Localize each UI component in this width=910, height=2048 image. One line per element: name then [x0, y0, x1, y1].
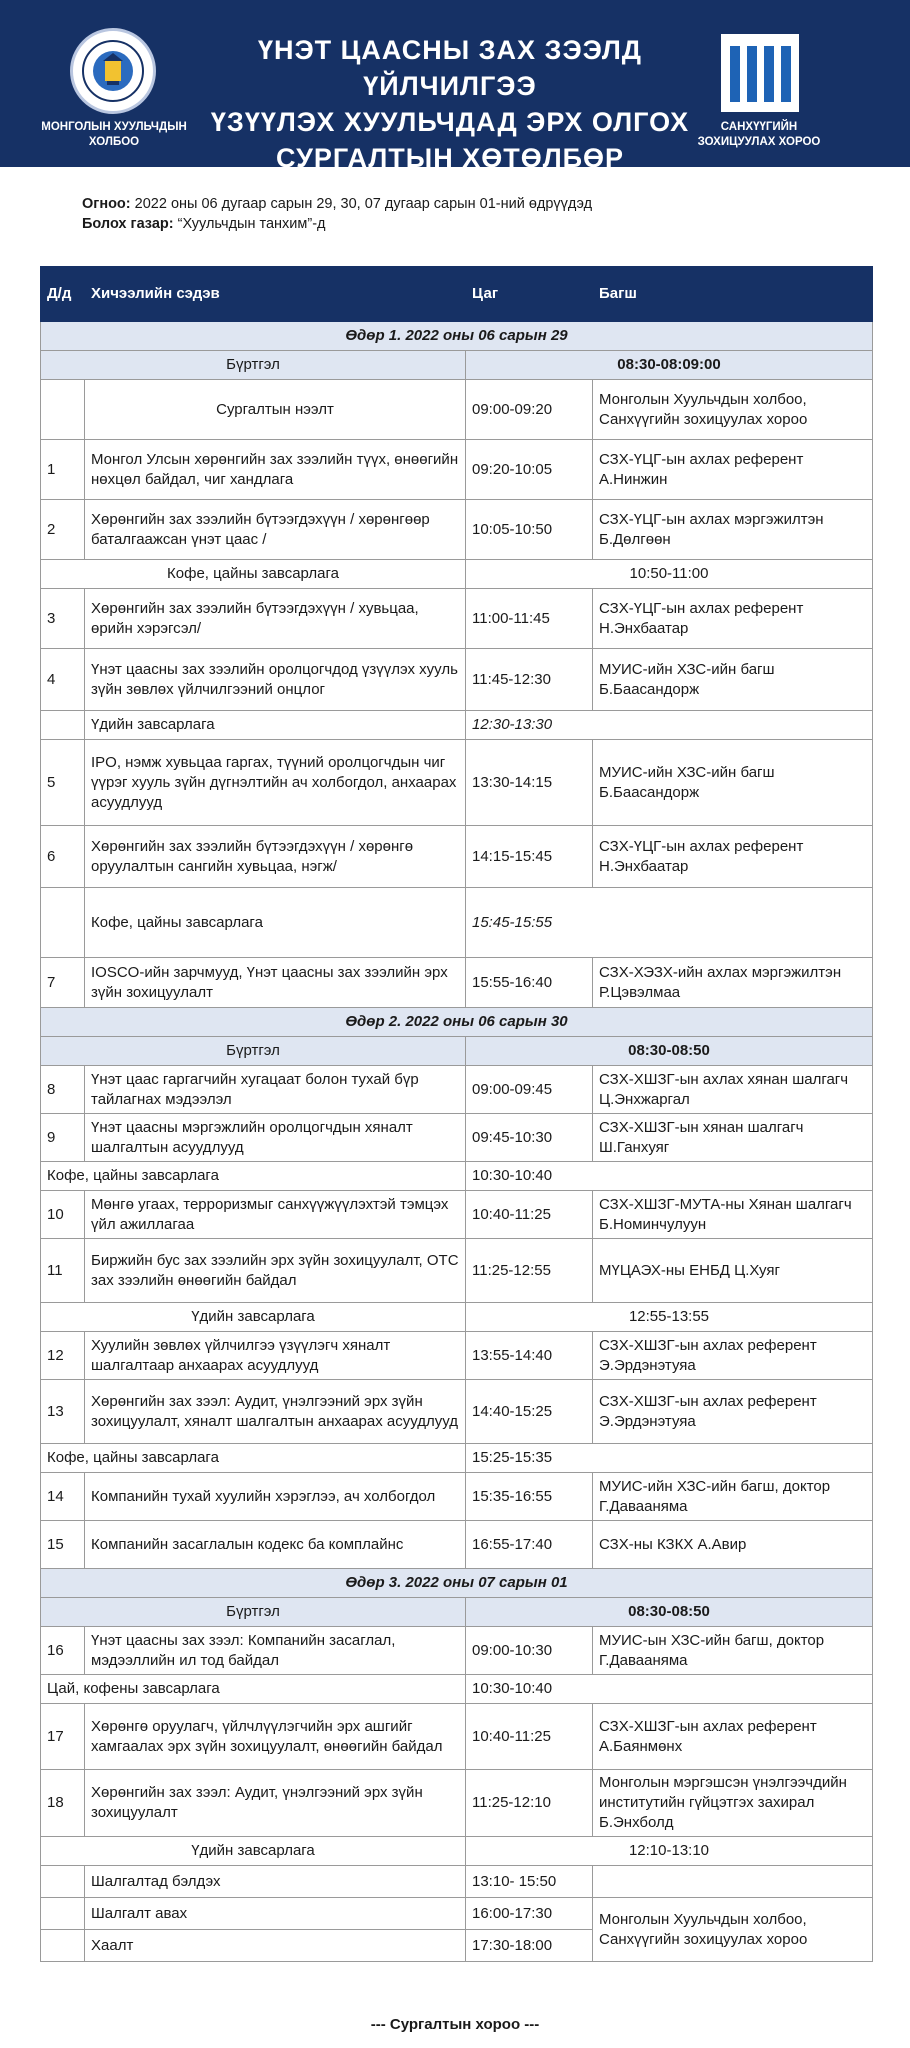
- table-header-row: [41, 267, 873, 322]
- frc-bars-icon: [721, 34, 799, 112]
- session-topic: Сургалтын нээлт: [85, 380, 466, 440]
- break-number: [41, 888, 85, 958]
- session-number: 1: [41, 440, 85, 500]
- session-topic: Хөрөнгийн зах зээлийн бүтээгдэхүүн / хөрөнгө оруулалтын сангийн хувьцаа, нэгж/: [85, 826, 466, 888]
- session-topic: Хөрөнгийн зах зээл: Аудит, үнэлгээний эрх зүйн зохицуулалт, хяналт шалгалтын анхаарах асуудлууд: [85, 1380, 466, 1444]
- break-time: 12:30-13:30: [466, 711, 873, 740]
- exam-row: [41, 1866, 873, 1898]
- break-label: Цай, кофены завсарлага: [41, 1675, 466, 1704]
- session-topic: Үнэт цаасны зах зээлийн оролцогчдод үзүүлэх хууль зүйн зөвлөх үйлчилгээний онцлог: [85, 649, 466, 711]
- session-row: [41, 1380, 873, 1444]
- session-time: 13:55-14:40: [466, 1332, 593, 1380]
- session-time: 14:15-15:45: [466, 826, 593, 888]
- session-teacher: СЗХ-ХШЗГ-МУТА-ны Хянан шалгагч Б.Номинчулуун: [593, 1191, 873, 1239]
- session-teacher: СЗХ-ХШЗГ-ын ахлах референт А.Баянмөнх: [593, 1704, 873, 1770]
- title-line: СУРГАЛТЫН ХӨТӨЛБӨР: [275, 143, 625, 173]
- meta-place-label: Болох газар:: [82, 216, 174, 232]
- meta-date: [82, 194, 592, 214]
- exam-topic: Шалгалтад бэлдэх: [85, 1866, 466, 1898]
- session-row: [41, 958, 873, 1008]
- session-topic: Монгол Улсын хөрөнгийн зах зээлийн түүх, өнөөгийн нөхцөл байдал, чиг хандлага: [85, 440, 466, 500]
- session-number: 3: [41, 589, 85, 649]
- day-title: Өдөр 1. 2022 оны 06 сарын 29: [41, 322, 873, 351]
- meta-date-label: Огноо:: [82, 196, 131, 212]
- session-topic: IOSCO-ийн зарчмууд, Үнэт цаасны зах зээлийн эрх зүйн зохицуулалт: [85, 958, 466, 1008]
- session-row: [41, 649, 873, 711]
- session-topic: IPO, нэмж хувьцаа гаргах, түүний оролцогчдын чиг үүрэг хууль зүйн дүгнэлтийн ач холбогдол, анхаарах асуудлууд: [85, 740, 466, 826]
- session-teacher: МУИС-ын ХЗС-ийн багш, доктор Г.Даваанямa: [593, 1627, 873, 1675]
- session-number: 15: [41, 1521, 85, 1569]
- registration-label: Бүртгэл: [41, 1037, 466, 1066]
- session-number: 8: [41, 1066, 85, 1114]
- break-row: [41, 1444, 873, 1473]
- session-teacher: СЗХ-ҮЦГ-ын ахлах мэргэжилтэн Б.Дөлгөөн: [593, 500, 873, 560]
- session-time: 09:00-09:20: [466, 380, 593, 440]
- session-row: [41, 589, 873, 649]
- session-time: 14:40-15:25: [466, 1380, 593, 1444]
- session-teacher: СЗХ-ХШЗГ-ын ахлах референт Э.Эрдэнэтуяа: [593, 1380, 873, 1444]
- session-time: 09:00-09:45: [466, 1066, 593, 1114]
- break-label: Кофе, цайны завсарлага: [41, 1162, 466, 1191]
- break-label: Кофе, цайны завсарлага: [85, 888, 466, 958]
- meta-date-value: 2022 оны 06 дугаар сарын 29, 30, 07 дугаар сарын 01-ний өдрүүдэд: [134, 196, 593, 212]
- exam-number: [41, 1898, 85, 1930]
- session-row: [41, 1066, 873, 1114]
- break-number: [41, 711, 85, 740]
- session-time: 15:55-16:40: [466, 958, 593, 1008]
- break-row: [41, 1303, 873, 1332]
- exam-topic: Хаалт: [85, 1930, 466, 1962]
- exam-time: 13:10- 15:50: [466, 1866, 593, 1898]
- right-logo-label: САНХҮҮГИЙН ЗОХИЦУУЛАХ ХОРОО: [697, 121, 821, 148]
- col-header-teacher: Багш: [593, 267, 873, 322]
- session-teacher: Монголын мэргэшсэн үнэлгээчдийн институтийн гүйцэтгэх захирал Б.Энхболд: [593, 1770, 873, 1837]
- title-line: ҮЗҮҮЛЭХ ХУУЛЬЧДАД ЭРХ ОЛГОХ: [210, 107, 690, 137]
- bar-association-logo: [41, 28, 187, 152]
- break-time: 12:55-13:55: [466, 1303, 873, 1332]
- break-time: 10:30-10:40: [466, 1162, 873, 1191]
- session-row: [41, 1704, 873, 1770]
- session-teacher: МУИС-ийн ХЗС-ийн багш, доктор Г.Даваанямa: [593, 1473, 873, 1521]
- session-topic: Үнэт цаасны зах зээл: Компанийн засаглал, мэдээллийн ил тод байдал: [85, 1627, 466, 1675]
- registration-row: [41, 1037, 873, 1066]
- schedule-table: [40, 266, 873, 1962]
- session-time: 09:20-10:05: [466, 440, 593, 500]
- session-row: [41, 1521, 873, 1569]
- session-teacher: Монголын Хуульчдын холбоо, Санхүүгийн зохицуулах хороо: [593, 380, 873, 440]
- session-topic: Үнэт цаасны мэргэжлийн оролцогчдын хяналт шалгалтын асуудлууд: [85, 1114, 466, 1162]
- session-teacher: СЗХ-ХЭЗХ-ийн ахлах мэргэжилтэн Р.Цэвэлмаа: [593, 958, 873, 1008]
- session-topic: Үнэт цаас гаргагчийн хугацаат болон тухай бүр тайлагнах мэдээлэл: [85, 1066, 466, 1114]
- registration-time: 08:30-08:09:00: [466, 351, 873, 380]
- session-number: 18: [41, 1770, 85, 1837]
- session-number: 4: [41, 649, 85, 711]
- col-header-time: Цаг: [466, 267, 593, 322]
- meta-place-value: “Хуульчдын танхим”-д: [177, 216, 326, 232]
- page-title: [190, 32, 710, 176]
- session-row: [41, 1627, 873, 1675]
- title-line: ҮНЭТ ЦААСНЫ ЗАХ ЗЭЭЛД ҮЙЛЧИЛГЭЭ: [257, 35, 643, 101]
- registration-time: 08:30-08:50: [466, 1037, 873, 1066]
- session-time: 16:55-17:40: [466, 1521, 593, 1569]
- break-row: [41, 711, 873, 740]
- session-teacher: СЗХ-ҮЦГ-ын ахлах референт А.Нинжин: [593, 440, 873, 500]
- registration-row: [41, 1598, 873, 1627]
- break-time: 10:50-11:00: [466, 560, 873, 589]
- session-row: [41, 740, 873, 826]
- exam-teacher: Монголын Хуульчдын холбоо, Санхүүгийн зохицуулах хороо: [593, 1898, 873, 1962]
- registration-time: 08:30-08:50: [466, 1598, 873, 1627]
- session-row: [41, 1473, 873, 1521]
- session-teacher: СЗХ-ҮЦГ-ын ахлах референт Н.Энхбаатар: [593, 589, 873, 649]
- meta-place: [82, 214, 592, 234]
- session-row: [41, 826, 873, 888]
- day-header-row: [41, 1008, 873, 1037]
- session-number: 17: [41, 1704, 85, 1770]
- session-teacher: СЗХ-ХШЗГ-ын ахлах хянан шалгагч Ц.Энхжаргал: [593, 1066, 873, 1114]
- session-time: 13:30-14:15: [466, 740, 593, 826]
- session-teacher: СЗХ-ХШЗГ-ын хянан шалгагч Ш.Ганхуяг: [593, 1114, 873, 1162]
- session-row: [41, 1114, 873, 1162]
- exam-number: [41, 1866, 85, 1898]
- session-topic: Хөрөнгийн зах зээлийн бүтээгдэхүүн / хөрөнгөөр баталгаажсан үнэт цаас /: [85, 500, 466, 560]
- session-topic: Хуулийн зөвлөх үйлчилгээ үзүүлэгч хяналт шалгалтаар анхаарах асуудлууд: [85, 1332, 466, 1380]
- exam-number: [41, 1930, 85, 1962]
- session-number: 13: [41, 1380, 85, 1444]
- session-time: 09:45-10:30: [466, 1114, 593, 1162]
- col-header-topic: Хичээлийн сэдэв: [85, 267, 466, 322]
- session-time: 11:25-12:55: [466, 1239, 593, 1303]
- session-time: 11:45-12:30: [466, 649, 593, 711]
- session-teacher: МҮЦАЭХ-ны ЕНБД Ц.Хуяг: [593, 1239, 873, 1303]
- session-teacher: МУИС-ийн ХЗС-ийн багш Б.Баасандорж: [593, 740, 873, 826]
- session-time: 10:40-11:25: [466, 1704, 593, 1770]
- session-number: 12: [41, 1332, 85, 1380]
- exam-time: 16:00-17:30: [466, 1898, 593, 1930]
- left-logo-label: МОНГОЛЫН ХУУЛЬЧДЫН ХОЛБОО: [41, 121, 187, 148]
- session-number: [41, 380, 85, 440]
- break-label: Кофе, цайны завсарлага: [41, 1444, 466, 1473]
- session-topic: Биржийн бус зах зээлийн эрх зүйн зохицуулалт, ОТС зах зээлийн өнөөгийн байдал: [85, 1239, 466, 1303]
- footer-signature: --- Сургалтын хороо ---: [370, 2016, 540, 2033]
- session-row: [41, 1191, 873, 1239]
- session-time: 11:00-11:45: [466, 589, 593, 649]
- session-number: 7: [41, 958, 85, 1008]
- session-topic: Компанийн засаглалын кодекс ба комплайнс: [85, 1521, 466, 1569]
- session-time: 15:35-16:55: [466, 1473, 593, 1521]
- session-topic: Хөрөнгийн зах зээл: Аудит, үнэлгээний эрх зүйн зохицуулалт: [85, 1770, 466, 1837]
- session-row: [41, 440, 873, 500]
- session-topic: Хөрөнгө оруулагч, үйлчлүүлэгчийн эрх ашгийг хамгаалах эрх зүйн зохицуулалт, өнөөгийн байдал: [85, 1704, 466, 1770]
- day-header-row: [41, 322, 873, 351]
- session-teacher: СЗХ-ҮЦГ-ын ахлах референт Н.Энхбаатар: [593, 826, 873, 888]
- break-label: Үдийн завсарлага: [41, 1837, 466, 1866]
- session-row: [41, 500, 873, 560]
- session-topic: Компанийн тухай хуулийн хэрэглээ, ач холбогдол: [85, 1473, 466, 1521]
- session-teacher: СЗХ-ХШЗГ-ын ахлах референт Э.Эрдэнэтуяа: [593, 1332, 873, 1380]
- session-time: 09:00-10:30: [466, 1627, 593, 1675]
- page-header: [0, 0, 910, 173]
- break-label: Кофе, цайны завсарлага: [41, 560, 466, 589]
- schedule-body: [41, 322, 873, 1962]
- break-row: [41, 1675, 873, 1704]
- session-row: [41, 1770, 873, 1837]
- bar-association-emblem-icon: [70, 28, 156, 114]
- break-label: Үдийн завсарлага: [41, 1303, 466, 1332]
- training-meta: [82, 194, 592, 234]
- registration-label: Бүртгэл: [41, 351, 466, 380]
- break-time: 15:25-15:35: [466, 1444, 873, 1473]
- break-time: 10:30-10:40: [466, 1675, 873, 1704]
- session-number: 14: [41, 1473, 85, 1521]
- session-number: 5: [41, 740, 85, 826]
- session-teacher: МУИС-ийн ХЗС-ийн багш Б.Баасандорж: [593, 649, 873, 711]
- frc-logo: [697, 34, 821, 154]
- exam-row: [41, 1898, 873, 1930]
- registration-label: Бүртгэл: [41, 1598, 466, 1627]
- session-number: 6: [41, 826, 85, 888]
- exam-time: 17:30-18:00: [466, 1930, 593, 1962]
- break-row: [41, 1837, 873, 1866]
- exam-blank-teacher: [593, 1866, 873, 1898]
- break-label: Үдийн завсарлага: [85, 711, 466, 740]
- session-number: 11: [41, 1239, 85, 1303]
- session-row: [41, 1239, 873, 1303]
- session-row: [41, 1332, 873, 1380]
- session-number: 2: [41, 500, 85, 560]
- session-time: 10:05-10:50: [466, 500, 593, 560]
- session-teacher: СЗХ-ны КЗКХ А.Авир: [593, 1521, 873, 1569]
- break-row: [41, 560, 873, 589]
- registration-row: [41, 351, 873, 380]
- break-row: [41, 888, 873, 958]
- col-header-number: Д/д: [41, 267, 85, 322]
- break-time: 15:45-15:55: [466, 888, 873, 958]
- break-time: 12:10-13:10: [466, 1837, 873, 1866]
- session-row: [41, 380, 873, 440]
- exam-topic: Шалгалт авах: [85, 1898, 466, 1930]
- session-time: 11:25-12:10: [466, 1770, 593, 1837]
- session-topic: Мөнгө угаах, терроризмыг санхүүжүүлэхтэй тэмцэх үйл ажиллагаа: [85, 1191, 466, 1239]
- session-time: 10:40-11:25: [466, 1191, 593, 1239]
- break-row: [41, 1162, 873, 1191]
- session-number: 9: [41, 1114, 85, 1162]
- day-title: Өдөр 2. 2022 оны 06 сарын 30: [41, 1008, 873, 1037]
- session-number: 16: [41, 1627, 85, 1675]
- day-header-row: [41, 1569, 873, 1598]
- session-number: 10: [41, 1191, 85, 1239]
- day-title: Өдөр 3. 2022 оны 07 сарын 01: [41, 1569, 873, 1598]
- session-topic: Хөрөнгийн зах зээлийн бүтээгдэхүүн / хувьцаа, өрийн хэрэгсэл/: [85, 589, 466, 649]
